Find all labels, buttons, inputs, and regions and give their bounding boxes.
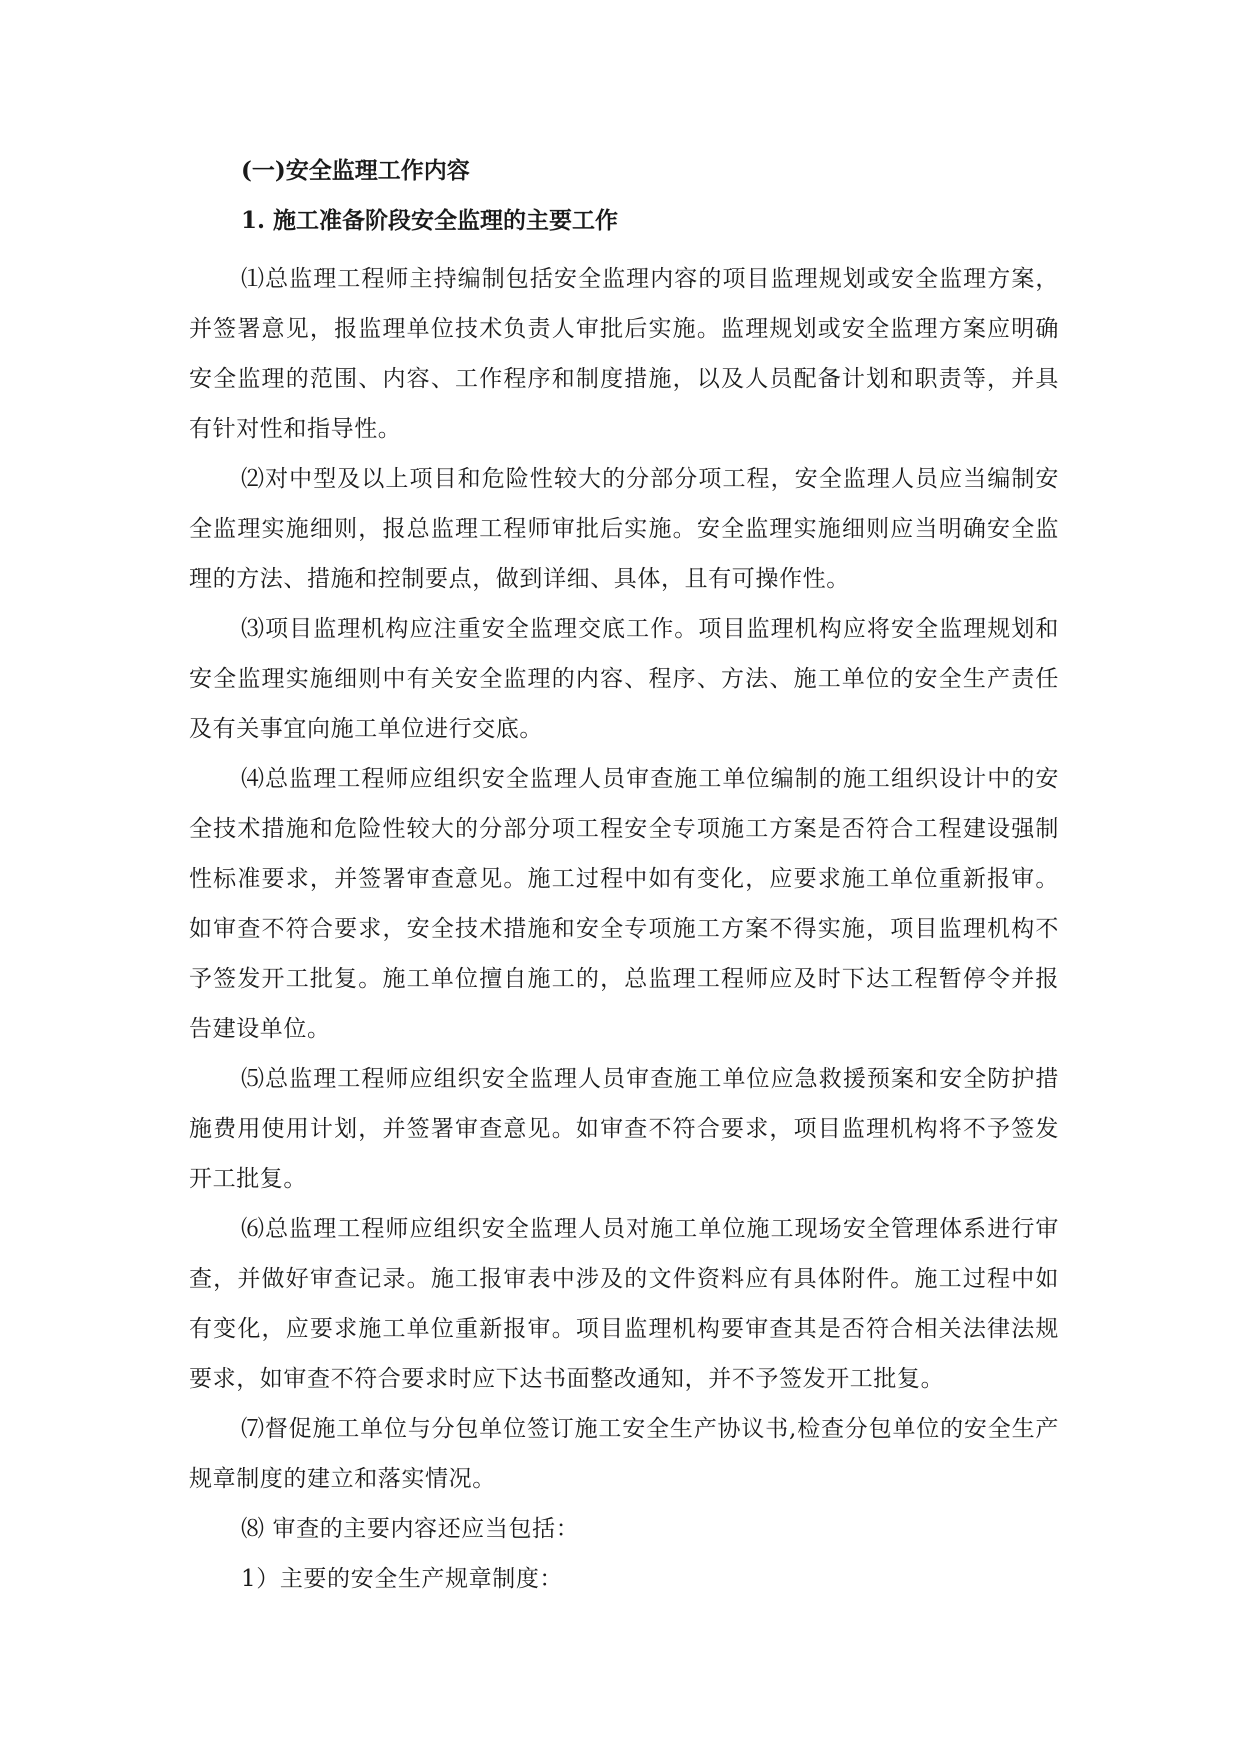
paragraph-1: ⑴总监理工程师主持编制包括安全监理内容的项目监理规划或安全监理方案，并签署意见，报监理单位技术负责人审批后实施。监理规划或安全监理方案应明确安全监理的范围、内容、工作程序和制度措施，以及人员配备计划和职责等，并具有针对性和指导性。 [189,266,1059,442]
section-heading: (一)安全监理工作内容 [241,157,470,184]
paragraph-8: ⑻ 审查的主要内容还应当包括： [241,1516,580,1542]
paragraph-9: 1）主要的安全生产规章制度： [241,1566,564,1592]
subsection-heading: 1. 施工准备阶段安全监理的主要工作 [241,207,619,234]
paragraph-3: ⑶项目监理机构应注重安全监理交底工作。项目监理机构应将安全监理规划和安全监理实施细则中有关安全监理的内容、程序、方法、施工单位的安全生产责任及有关事宜向施工单位进行交底。 [189,616,1059,742]
paragraph-7: ⑺督促施工单位与分包单位签订施工安全生产协议书,检查分包单位的安全生产规章制度的建立和落实情况。 [189,1416,1059,1492]
paragraph-4: ⑷总监理工程师应组织安全监理人员审查施工单位编制的施工组织设计中的安全技术措施和危险性较大的分部分项工程安全专项施工方案是否符合工程建设强制性标准要求，并签署审查意见。施工过程中如有变化，应要求施工单位重新报审。如审查不符合要求，安全技术措施和安全专项施工方案不得实施，项目监理机构不予签发开工批复。施工单位擅自施工的，总监理工程师应及时下达工程暂停令并报告建设单位。 [189,766,1059,1042]
paragraph-2: ⑵对中型及以上项目和危险性较大的分部分项工程，安全监理人员应当编制安全监理实施细则，报总监理工程师审批后实施。安全监理实施细则应当明确安全监理的方法、措施和控制要点，做到详细、具体，且有可操作性。 [189,466,1059,592]
paragraph-5: ⑸总监理工程师应组织安全监理人员审查施工单位应急救援预案和安全防护措施费用使用计划，并签署审查意见。如审查不符合要求，项目监理机构将不予签发开工批复。 [189,1066,1059,1192]
document-page [189,154,1059,1604]
paragraph-6: ⑹总监理工程师应组织安全监理人员对施工单位施工现场安全管理体系进行审查，并做好审查记录。施工报审表中涉及的文件资料应有具体附件。施工过程中如有变化，应要求施工单位重新报审。项目监理机构要审查其是否符合相关法律法规要求，如审查不符合要求时应下达书面整改通知，并不予签发开工批复。 [189,1216,1059,1392]
